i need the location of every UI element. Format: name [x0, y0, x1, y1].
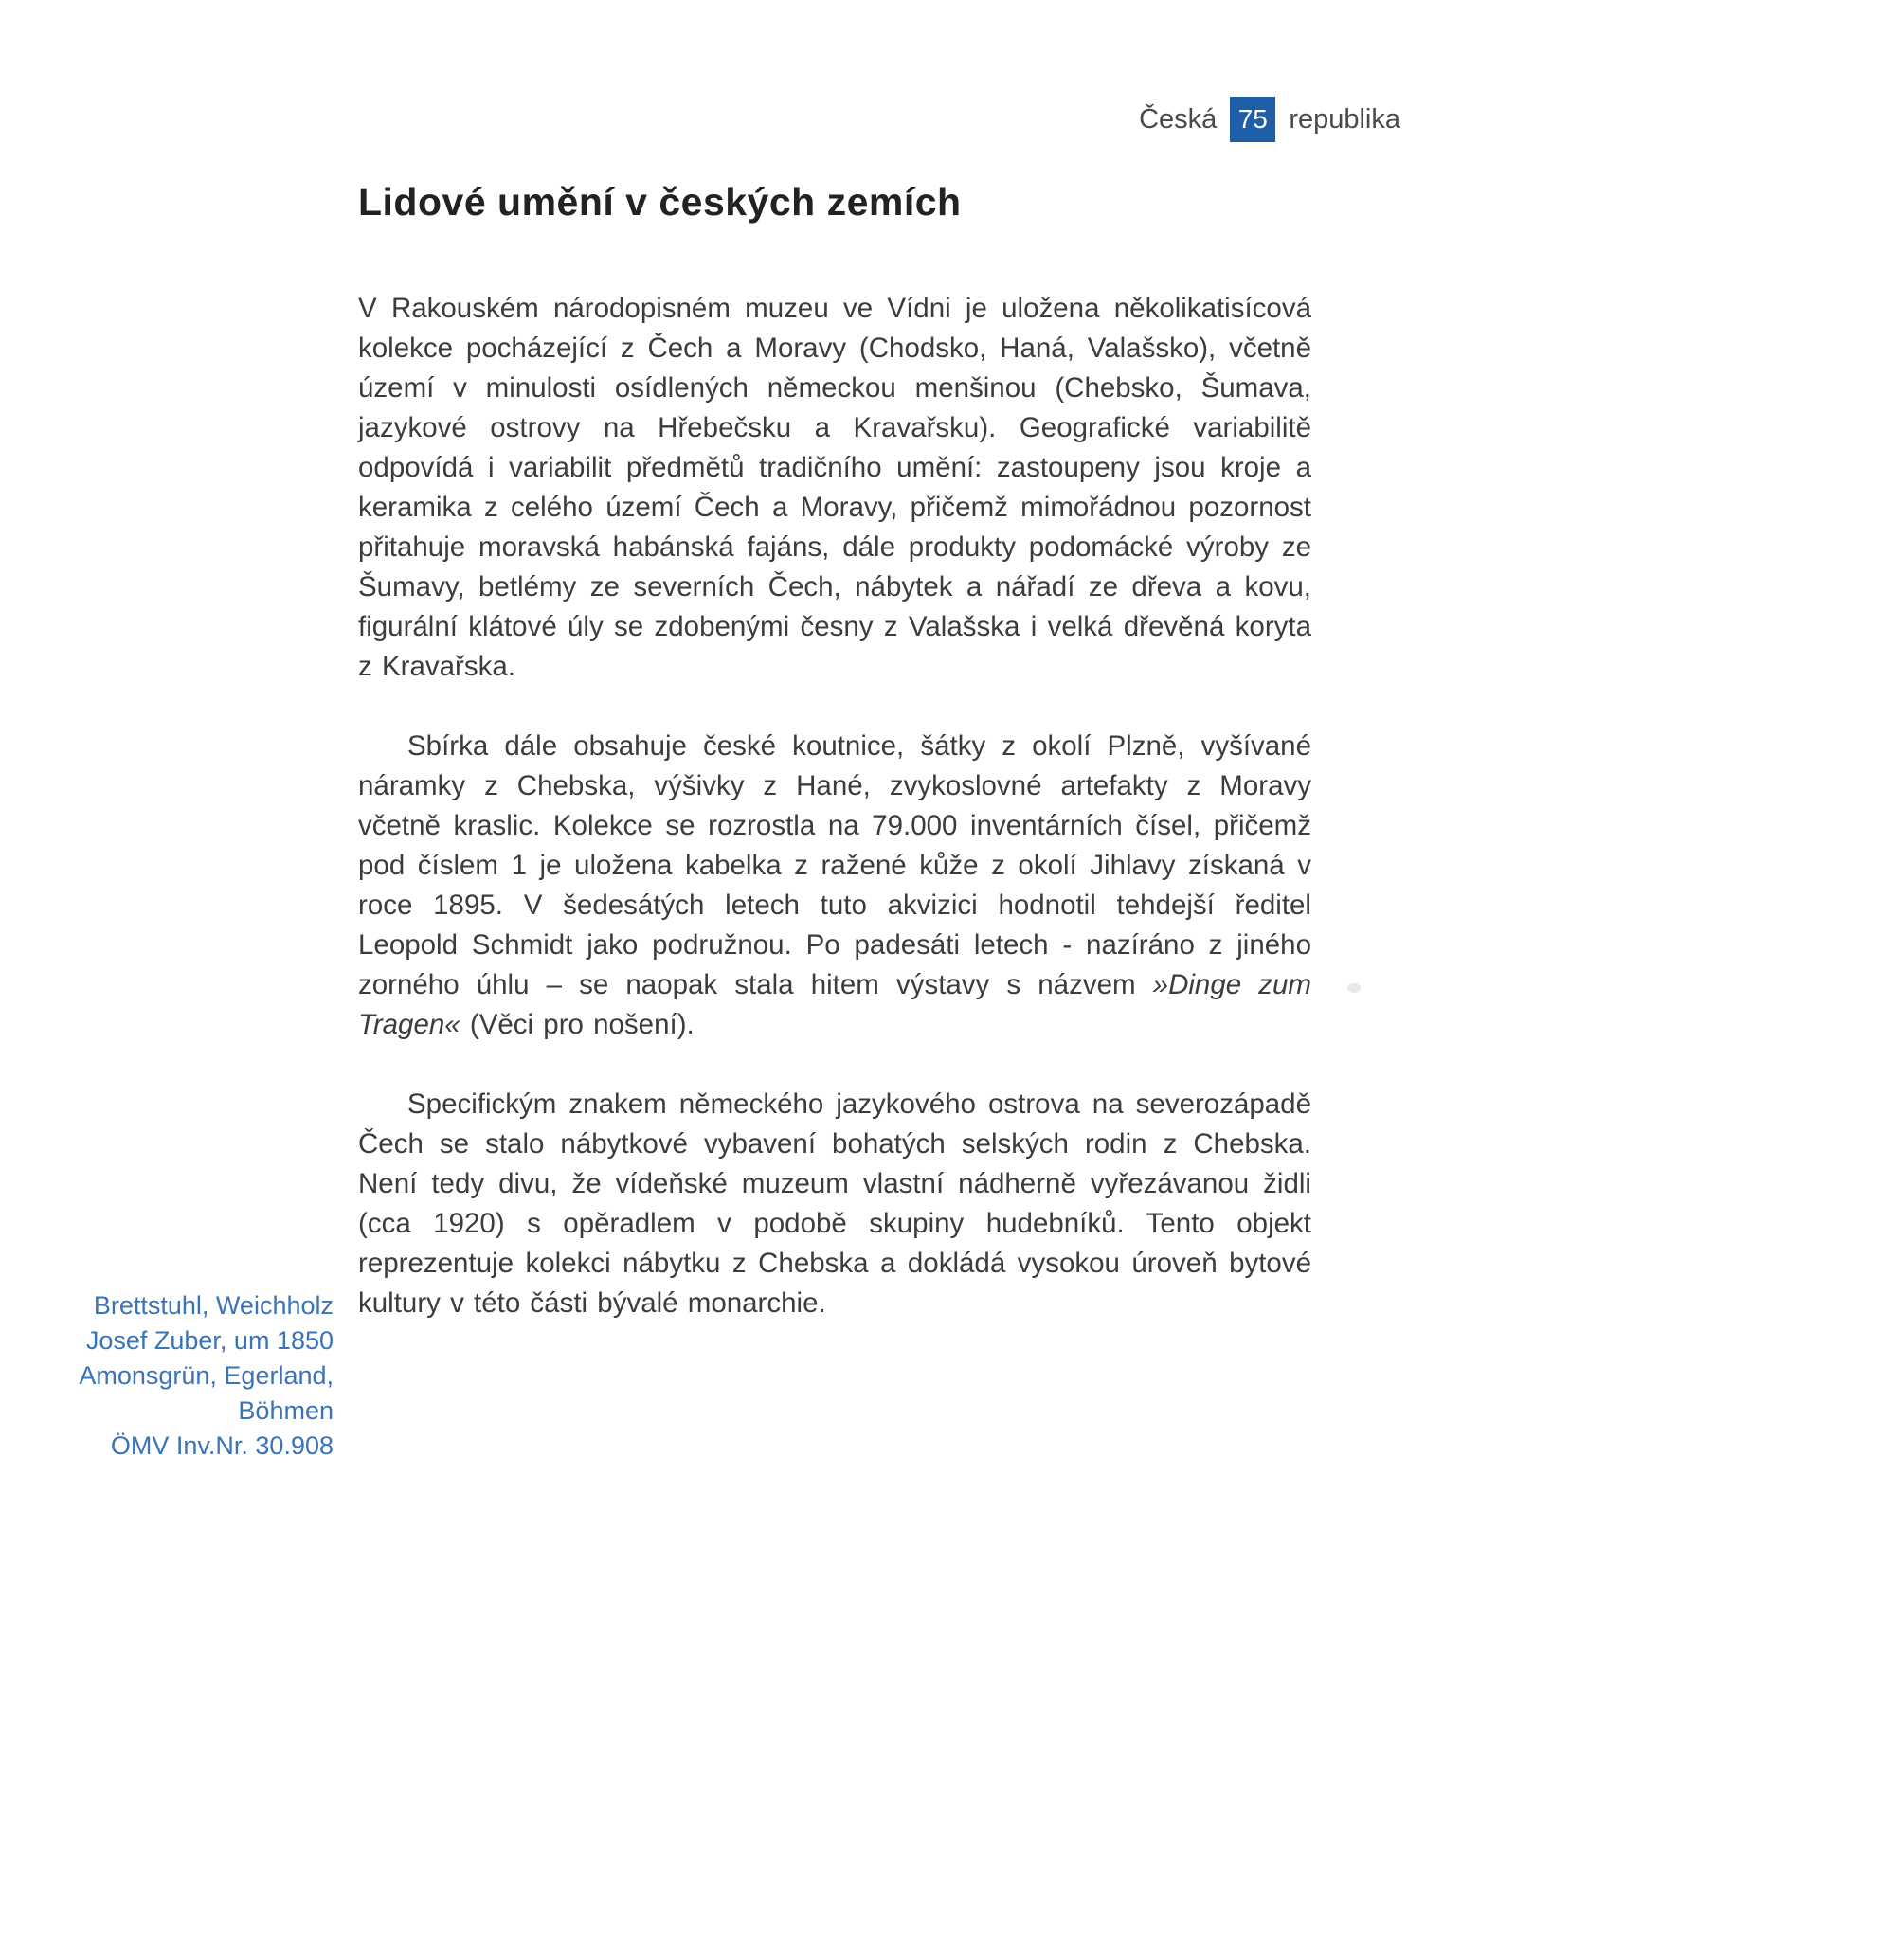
paragraph-2-text: Sbírka dále obsahuje české koutnice, šátky z okolí Plzně, vyšívané náramky z Chebska, výšivky z Hané, zvykoslovné artefakty z Moravy včetně kraslic. Kolekce se rozrostla na 79.000 inventárních čísel, přičemž pod číslem 1 je uložena kabelka z ražené kůže z okolí Jihlavy získaná v roce 1895. V šedesátých letech tuto akvizici hodnotil tehdejší ředitel Leopold Schmidt jako podružnou. Po padesáti letech - nazíráno z jiného zorného úhlu – se naopak stala hitem výstavy s názvem — [358, 730, 1311, 1000]
page-number-badge — [1230, 97, 1275, 142]
paragraph-2-closing: (Věci pro nošení). — [460, 1009, 695, 1040]
article-title: Lidové umění v českých zemích — [358, 180, 962, 224]
article-column — [358, 180, 1311, 1363]
paper-speck — [1347, 983, 1361, 993]
image-caption — [57, 1288, 334, 1464]
caption-line-author: Josef Zuber, um 1850 — [85, 1326, 334, 1355]
paragraph-2 — [358, 727, 1311, 1045]
caption-line-inventory: ÖMV Inv.Nr. 30.908 — [110, 1431, 334, 1460]
running-head-right: republika — [1289, 103, 1400, 135]
caption-line-origin: Amonsgrün, Egerland, Böhmen — [79, 1361, 334, 1425]
running-head — [1139, 97, 1400, 142]
paragraph-3: Specifickým znakem německého jazykového ostrova na severozápadě Čech se stalo nábytkové vybavení bohatých selských rodin z Chebska. Není tedy divu, že vídeňské muzeum vlastní nádherně vyřezávanou židli (cca 1920) s opěradlem v podobě skupiny hudebníků. Tento objekt reprezentuje kolekci nábytku z Chebska a dokládá vysokou úroveň bytové kultury v této části bývalé monarchie. — [358, 1088, 1311, 1319]
paragraph-2-italic-title: »Dinge zum Tragen« — [358, 969, 1311, 1040]
page-number: 75 — [1237, 104, 1268, 134]
caption-line-object: Brettstuhl, Weichholz — [93, 1291, 334, 1320]
running-head-left: Česká — [1139, 103, 1218, 135]
paragraph-1: V Rakouském národopisném muzeu ve Vídni je uložena několikatisícová kolekce pocházející z Čech a Moravy (Chodsko, Haná, Valašsko), včetně území v minulosti osídlených německou menšinou (Chebsko, Šumava, jazykové ostrovy na Hřebečsku a Kravařsku). Geografické variabilitě odpovídá i variabilit předmětů tradičního umění: zastoupeny jsou kroje a keramika z celého území Čech a Moravy, přičemž mimořádnou pozornost přitahuje moravská habánská fajáns, dále produkty podomácké výroby ze Šumavy, betlémy ze severních Čech, nábytek a nářadí ze dřeva a kovu, figurální klátové úly se zdobenými česny z Valašska i velká dřevěná koryta z Kravařska. — [358, 293, 1311, 682]
